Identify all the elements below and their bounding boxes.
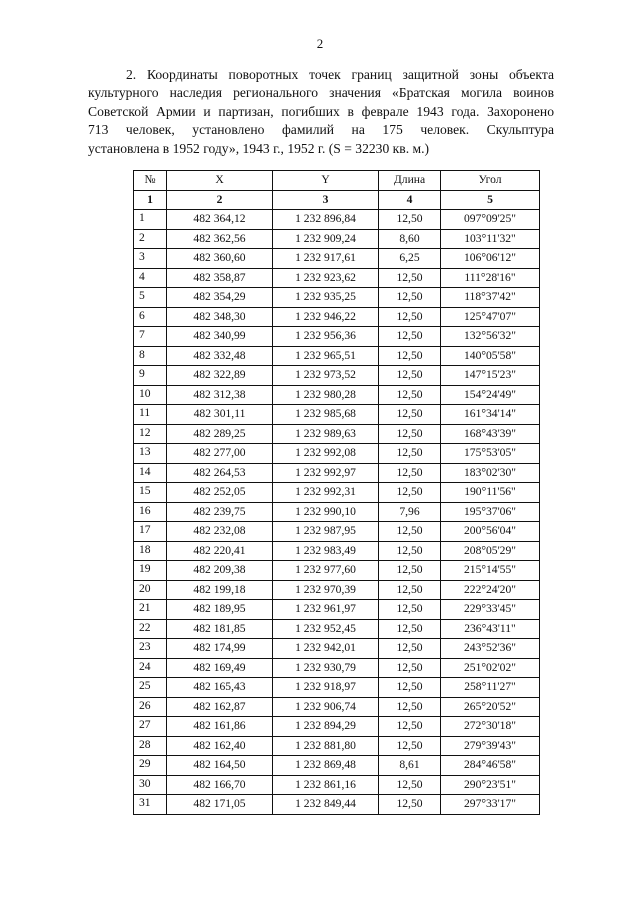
angle-cell: 272°30'18": [441, 717, 540, 737]
point-number-cell: 5: [134, 288, 167, 308]
x-coordinate-cell: 482 232,08: [167, 522, 273, 542]
x-coordinate-cell: 482 209,38: [167, 561, 273, 581]
y-coordinate-cell: 1 232 906,74: [273, 697, 379, 717]
point-number-cell: 1: [134, 210, 167, 230]
page-number: 2: [316, 36, 324, 51]
column-number: 2: [167, 190, 273, 210]
table-row: [134, 307, 540, 327]
y-coordinate-cell: 1 232 992,97: [273, 463, 379, 483]
length-cell: 12,50: [379, 307, 441, 327]
length-cell: 12,50: [379, 717, 441, 737]
angle-cell: 103°11'32": [441, 229, 540, 249]
length-cell: 12,50: [379, 424, 441, 444]
point-number-cell: 6: [134, 307, 167, 327]
table-row: [134, 580, 540, 600]
point-number-cell: 17: [134, 522, 167, 542]
length-cell: 12,50: [379, 795, 441, 815]
column-number-row: [134, 190, 540, 210]
point-number-cell: 12: [134, 424, 167, 444]
x-coordinate-cell: 482 362,56: [167, 229, 273, 249]
point-number-cell: 14: [134, 463, 167, 483]
length-cell: 12,50: [379, 697, 441, 717]
y-coordinate-cell: 1 232 956,36: [273, 327, 379, 347]
point-number-cell: 20: [134, 580, 167, 600]
angle-cell: 132°56'32": [441, 327, 540, 347]
length-cell: 12,50: [379, 619, 441, 639]
angle-cell: 097°09'25": [441, 210, 540, 230]
length-cell: 12,50: [379, 385, 441, 405]
table-row: [134, 561, 540, 581]
table-row: [134, 405, 540, 425]
table-row: [134, 678, 540, 698]
heading-line: Советской Армии и партизан, погибших в феврале 1943 года. Захоронено: [88, 103, 554, 119]
angle-cell: 175°53'05": [441, 444, 540, 464]
length-cell: 12,50: [379, 600, 441, 620]
angle-cell: 284°46'58": [441, 756, 540, 776]
point-number-cell: 7: [134, 327, 167, 347]
angle-cell: 236°43'11": [441, 619, 540, 639]
table-row: [134, 385, 540, 405]
point-number-cell: 29: [134, 756, 167, 776]
x-coordinate-cell: 482 162,87: [167, 697, 273, 717]
x-coordinate-cell: 482 162,40: [167, 736, 273, 756]
y-coordinate-cell: 1 232 894,29: [273, 717, 379, 737]
heading-line: 2. Координаты поворотных точек границ защитной зоны объекта: [126, 67, 554, 82]
x-coordinate-cell: 482 332,48: [167, 346, 273, 366]
y-coordinate-cell: 1 232 942,01: [273, 639, 379, 659]
table-row: [134, 210, 540, 230]
x-coordinate-cell: 482 166,70: [167, 775, 273, 795]
length-cell: 12,50: [379, 210, 441, 230]
length-cell: 12,50: [379, 444, 441, 464]
point-number-cell: 27: [134, 717, 167, 737]
length-cell: 7,96: [379, 502, 441, 522]
column-header-number: №: [134, 171, 167, 191]
table-row: [134, 463, 540, 483]
angle-cell: 125°47'07": [441, 307, 540, 327]
point-number-cell: 26: [134, 697, 167, 717]
heading-line: культурного наследия регионального значения «Братская могила воинов: [88, 85, 554, 101]
table-row: [134, 288, 540, 308]
table-row: [134, 268, 540, 288]
length-cell: 12,50: [379, 405, 441, 425]
x-coordinate-cell: 482 322,89: [167, 366, 273, 386]
angle-cell: 168°43'39": [441, 424, 540, 444]
table-row: [134, 424, 540, 444]
angle-cell: 229°33'45": [441, 600, 540, 620]
point-number-cell: 31: [134, 795, 167, 815]
y-coordinate-cell: 1 232 973,52: [273, 366, 379, 386]
y-coordinate-cell: 1 232 923,62: [273, 268, 379, 288]
x-coordinate-cell: 482 181,85: [167, 619, 273, 639]
point-number-cell: 15: [134, 483, 167, 503]
section-heading: [88, 66, 554, 158]
angle-cell: 154°24'49": [441, 385, 540, 405]
x-coordinate-cell: 482 301,11: [167, 405, 273, 425]
angle-cell: 290°23'51": [441, 775, 540, 795]
y-coordinate-cell: 1 232 918,97: [273, 678, 379, 698]
angle-cell: 111°28'16": [441, 268, 540, 288]
length-cell: 12,50: [379, 366, 441, 386]
heading-line: установлена в 1952 году», 1943 г., 1952 г. (S = 32230 кв. м.): [88, 140, 430, 156]
length-cell: 12,50: [379, 327, 441, 347]
column-header-y: Y: [273, 171, 379, 191]
y-coordinate-cell: 1 232 965,51: [273, 346, 379, 366]
column-header-length: Длина: [379, 171, 441, 191]
angle-cell: 161°34'14": [441, 405, 540, 425]
y-coordinate-cell: 1 232 977,60: [273, 561, 379, 581]
angle-cell: 215°14'55": [441, 561, 540, 581]
point-number-cell: 21: [134, 600, 167, 620]
x-coordinate-cell: 482 360,60: [167, 249, 273, 269]
length-cell: 12,50: [379, 268, 441, 288]
point-number-cell: 3: [134, 249, 167, 269]
y-coordinate-cell: 1 232 909,24: [273, 229, 379, 249]
y-coordinate-cell: 1 232 961,97: [273, 600, 379, 620]
angle-cell: 297°33'17": [441, 795, 540, 815]
y-coordinate-cell: 1 232 987,95: [273, 522, 379, 542]
point-number-cell: 8: [134, 346, 167, 366]
point-number-cell: 10: [134, 385, 167, 405]
angle-cell: 258°11'27": [441, 678, 540, 698]
table-header-row: [134, 171, 540, 191]
y-coordinate-cell: 1 232 917,61: [273, 249, 379, 269]
table-row: [134, 619, 540, 639]
y-coordinate-cell: 1 232 861,16: [273, 775, 379, 795]
point-number-cell: 9: [134, 366, 167, 386]
table-row: [134, 502, 540, 522]
table-row: [134, 795, 540, 815]
x-coordinate-cell: 482 340,99: [167, 327, 273, 347]
x-coordinate-cell: 482 174,99: [167, 639, 273, 659]
y-coordinate-cell: 1 232 952,45: [273, 619, 379, 639]
x-coordinate-cell: 482 171,05: [167, 795, 273, 815]
y-coordinate-cell: 1 232 980,28: [273, 385, 379, 405]
length-cell: 12,50: [379, 561, 441, 581]
heading-line: 713 человек, установлено фамилий на 175 человек. Скульптура: [88, 122, 554, 138]
y-coordinate-cell: 1 232 946,22: [273, 307, 379, 327]
y-coordinate-cell: 1 232 881,80: [273, 736, 379, 756]
column-number: 5: [441, 190, 540, 210]
x-coordinate-cell: 482 252,05: [167, 483, 273, 503]
x-coordinate-cell: 482 165,43: [167, 678, 273, 698]
table-row: [134, 366, 540, 386]
point-number-cell: 18: [134, 541, 167, 561]
length-cell: 8,61: [379, 756, 441, 776]
point-number-cell: 13: [134, 444, 167, 464]
table-row: [134, 444, 540, 464]
point-number-cell: 19: [134, 561, 167, 581]
column-number: 1: [134, 190, 167, 210]
point-number-cell: 4: [134, 268, 167, 288]
angle-cell: 183°02'30": [441, 463, 540, 483]
length-cell: 12,50: [379, 346, 441, 366]
table-row: [134, 249, 540, 269]
point-number-cell: 24: [134, 658, 167, 678]
table-row: [134, 658, 540, 678]
table-row: [134, 756, 540, 776]
table-row: [134, 346, 540, 366]
y-coordinate-cell: 1 232 896,84: [273, 210, 379, 230]
x-coordinate-cell: 482 364,12: [167, 210, 273, 230]
table-row: [134, 483, 540, 503]
length-cell: 12,50: [379, 678, 441, 698]
coordinates-table: [133, 170, 540, 815]
angle-cell: 195°37'06": [441, 502, 540, 522]
point-number-cell: 16: [134, 502, 167, 522]
x-coordinate-cell: 482 354,29: [167, 288, 273, 308]
table-row: [134, 775, 540, 795]
angle-cell: 147°15'23": [441, 366, 540, 386]
angle-cell: 243°52'36": [441, 639, 540, 659]
length-cell: 12,50: [379, 580, 441, 600]
length-cell: 12,50: [379, 522, 441, 542]
length-cell: 12,50: [379, 463, 441, 483]
table-row: [134, 736, 540, 756]
table-row: [134, 717, 540, 737]
x-coordinate-cell: 482 289,25: [167, 424, 273, 444]
x-coordinate-cell: 482 169,49: [167, 658, 273, 678]
point-number-cell: 25: [134, 678, 167, 698]
x-coordinate-cell: 482 312,38: [167, 385, 273, 405]
length-cell: 12,50: [379, 541, 441, 561]
y-coordinate-cell: 1 232 930,79: [273, 658, 379, 678]
table-row: [134, 600, 540, 620]
length-cell: 12,50: [379, 288, 441, 308]
table-row: [134, 327, 540, 347]
angle-cell: 251°02'02": [441, 658, 540, 678]
point-number-cell: 23: [134, 639, 167, 659]
angle-cell: 140°05'58": [441, 346, 540, 366]
point-number-cell: 2: [134, 229, 167, 249]
x-coordinate-cell: 482 164,50: [167, 756, 273, 776]
angle-cell: 190°11'56": [441, 483, 540, 503]
angle-cell: 118°37'42": [441, 288, 540, 308]
angle-cell: 208°05'29": [441, 541, 540, 561]
angle-cell: 279°39'43": [441, 736, 540, 756]
y-coordinate-cell: 1 232 869,48: [273, 756, 379, 776]
y-coordinate-cell: 1 232 992,31: [273, 483, 379, 503]
x-coordinate-cell: 482 189,95: [167, 600, 273, 620]
length-cell: 12,50: [379, 775, 441, 795]
length-cell: 6,25: [379, 249, 441, 269]
y-coordinate-cell: 1 232 970,39: [273, 580, 379, 600]
y-coordinate-cell: 1 232 983,49: [273, 541, 379, 561]
length-cell: 12,50: [379, 736, 441, 756]
y-coordinate-cell: 1 232 849,44: [273, 795, 379, 815]
length-cell: 8,60: [379, 229, 441, 249]
table-row: [134, 639, 540, 659]
angle-cell: 265°20'52": [441, 697, 540, 717]
x-coordinate-cell: 482 161,86: [167, 717, 273, 737]
point-number-cell: 30: [134, 775, 167, 795]
table-body: [134, 210, 540, 815]
y-coordinate-cell: 1 232 985,68: [273, 405, 379, 425]
x-coordinate-cell: 482 264,53: [167, 463, 273, 483]
angle-cell: 106°06'12": [441, 249, 540, 269]
x-coordinate-cell: 482 199,18: [167, 580, 273, 600]
length-cell: 12,50: [379, 639, 441, 659]
x-coordinate-cell: 482 220,41: [167, 541, 273, 561]
point-number-cell: 28: [134, 736, 167, 756]
y-coordinate-cell: 1 232 935,25: [273, 288, 379, 308]
table-row: [134, 697, 540, 717]
table-row: [134, 229, 540, 249]
x-coordinate-cell: 482 239,75: [167, 502, 273, 522]
column-number: 3: [273, 190, 379, 210]
point-number-cell: 11: [134, 405, 167, 425]
y-coordinate-cell: 1 232 990,10: [273, 502, 379, 522]
x-coordinate-cell: 482 277,00: [167, 444, 273, 464]
column-header-angle: Угол: [441, 171, 540, 191]
length-cell: 12,50: [379, 483, 441, 503]
table-row: [134, 541, 540, 561]
column-number: 4: [379, 190, 441, 210]
x-coordinate-cell: 482 348,30: [167, 307, 273, 327]
y-coordinate-cell: 1 232 992,08: [273, 444, 379, 464]
x-coordinate-cell: 482 358,87: [167, 268, 273, 288]
length-cell: 12,50: [379, 658, 441, 678]
point-number-cell: 22: [134, 619, 167, 639]
y-coordinate-cell: 1 232 989,63: [273, 424, 379, 444]
table-row: [134, 522, 540, 542]
column-header-x: X: [167, 171, 273, 191]
angle-cell: 200°56'04": [441, 522, 540, 542]
angle-cell: 222°24'20": [441, 580, 540, 600]
